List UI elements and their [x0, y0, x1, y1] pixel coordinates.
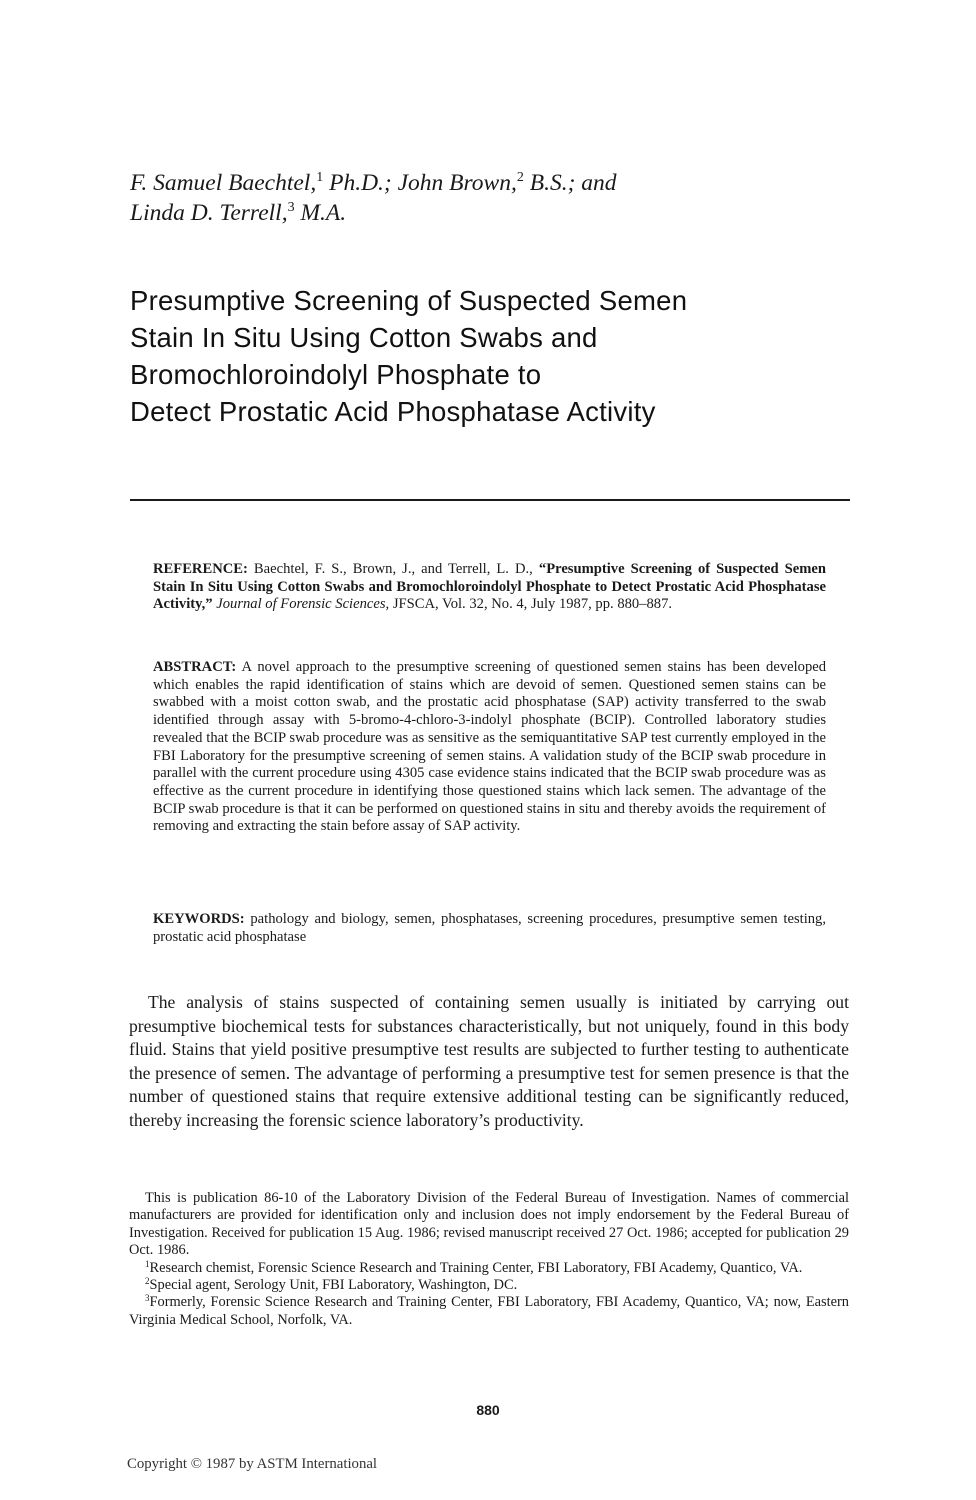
- abstract-text: A novel approach to the presumptive screening of questioned semen stains has been developed which enables the rapid identification of stains which are devoid of semen. Questioned semen stains can be swabbed with a moist cotton swab, and the prostatic acid phosphatase (SAP) activity transferred to the swab identified through assay with 5-bromo-4-chloro-3-indolyl phosphate (BCIP). Controlled laboratory studies revealed that the BCIP swab procedure was as sensitive as the semiquantitative SAP test currently employed in the FBI Laboratory for the presumptive screening of semen stains. A validation study of the BCIP swab procedure in parallel with the current procedure using 4305 case evidence stains indicated that the BCIP swab procedure was as effective as the current procedure in identifying those questioned stains which lack semen. The advantage of the BCIP swab procedure is that it can be performed on questioned stains in situ and thereby avoids the requirement of removing and extracting the stain before assay of SAP activity.: [153, 659, 827, 835]
- footnote-2: [129, 1277, 849, 1294]
- footnote-1: [129, 1260, 849, 1277]
- author-3-affiliation-mark: 3: [287, 200, 295, 215]
- title-divider: [130, 499, 850, 501]
- footnote-3-text: Formerly, Forensic Science Research and Training Center, FBI Laboratory, FBI Academy, Quantico, VA; now, Eastern Virginia Medical School, Norfolk, VA.: [129, 1294, 849, 1328]
- author-line-1: [130, 168, 890, 198]
- body-paragraph-1: The analysis of stains suspected of containing semen usually is initiated by carrying out presumptive biochemical tests for substances characteristically, but not uniquely, found in this body fluid. Stains that yield positive presumptive test results are subjected to further testing to authenticate the presence of semen. The advantage of performing a presumptive test for semen presence is that the number of questioned stains that require extensive additional testing can be significantly reduced, thereby increasing the forensic science laboratory’s productivity.: [129, 992, 849, 1130]
- author-list: [130, 168, 890, 228]
- author-1-degree: Ph.D.;: [329, 170, 392, 196]
- author-2-name: John Brown,: [397, 170, 517, 196]
- page-number: 880: [476, 1402, 500, 1418]
- author-line-2: [130, 198, 890, 228]
- reference-journal: Journal of Forensic Sciences,: [216, 596, 390, 613]
- footnote-2-text: Special agent, Serology Unit, FBI Laboratory, Washington, DC.: [149, 1277, 518, 1294]
- footnote-3-mark: 3: [145, 1293, 150, 1304]
- author-2-affiliation-mark: 2: [516, 170, 524, 185]
- author-1-affiliation-mark: 1: [316, 170, 324, 185]
- copyright-notice: Copyright © 1987 by ASTM International: [127, 1456, 378, 1472]
- reference-title: “Presumptive Screening of Suspected Semen Stain In Situ Using Cotton Swabs and Bromochloroindolyl Phosphate to Detect Prostatic Acid Phosphatase Activity,”: [153, 561, 826, 613]
- footnote-2-mark: 2: [145, 1276, 150, 1287]
- footnote-1-text: Research chemist, Forensic Science Research and Training Center, FBI Laboratory, FBI Academy, Quantico, VA.: [149, 1259, 803, 1276]
- abstract-block: [153, 659, 826, 836]
- author-3-degree: M.A.: [300, 200, 347, 226]
- reference-block: [153, 561, 826, 614]
- article-title: [130, 282, 910, 430]
- author-2-degree: B.S.; and: [529, 170, 617, 196]
- keywords-block: [153, 911, 826, 946]
- abstract-label: ABSTRACT:: [153, 659, 237, 675]
- title-line-2: Stain In Situ Using Cotton Swabs and: [130, 322, 598, 353]
- keywords-label: KEYWORDS:: [153, 911, 245, 927]
- footnotes: [129, 1190, 849, 1329]
- publication-note: This is publication 86-10 of the Laboratory Division of the Federal Bureau of Investigation. Names of commercial manufacturers are provided for identification only and inclusion does not imply endorsement by the Federal Bureau of Investigation. Received for publication 15 Aug. 1986; revised manuscript received 27 Oct. 1986; accepted for publication 29 Oct. 1986.: [129, 1190, 849, 1259]
- title-line-4: Detect Prostatic Acid Phosphatase Activity: [130, 396, 656, 427]
- author-3-name: Linda D. Terrell,: [130, 200, 288, 226]
- footnote-1-mark: 1: [145, 1258, 150, 1269]
- footnote-3: [129, 1294, 849, 1329]
- reference-details: JFSCA, Vol. 32, No. 4, July 1987, pp. 880–887.: [392, 596, 673, 613]
- reference-authors: Baechtel, F. S., Brown, J., and Terrell, L. D.,: [253, 561, 533, 577]
- title-line-3: Bromochloroindolyl Phosphate to: [130, 359, 542, 390]
- title-line-1: Presumptive Screening of Suspected Semen: [130, 285, 688, 316]
- author-1-name: F. Samuel Baechtel,: [130, 170, 317, 196]
- keywords-text: pathology and biology, semen, phosphatases, screening procedures, presumptive semen testing, prostatic acid phosphatase: [153, 911, 826, 945]
- reference-label: REFERENCE:: [153, 561, 248, 577]
